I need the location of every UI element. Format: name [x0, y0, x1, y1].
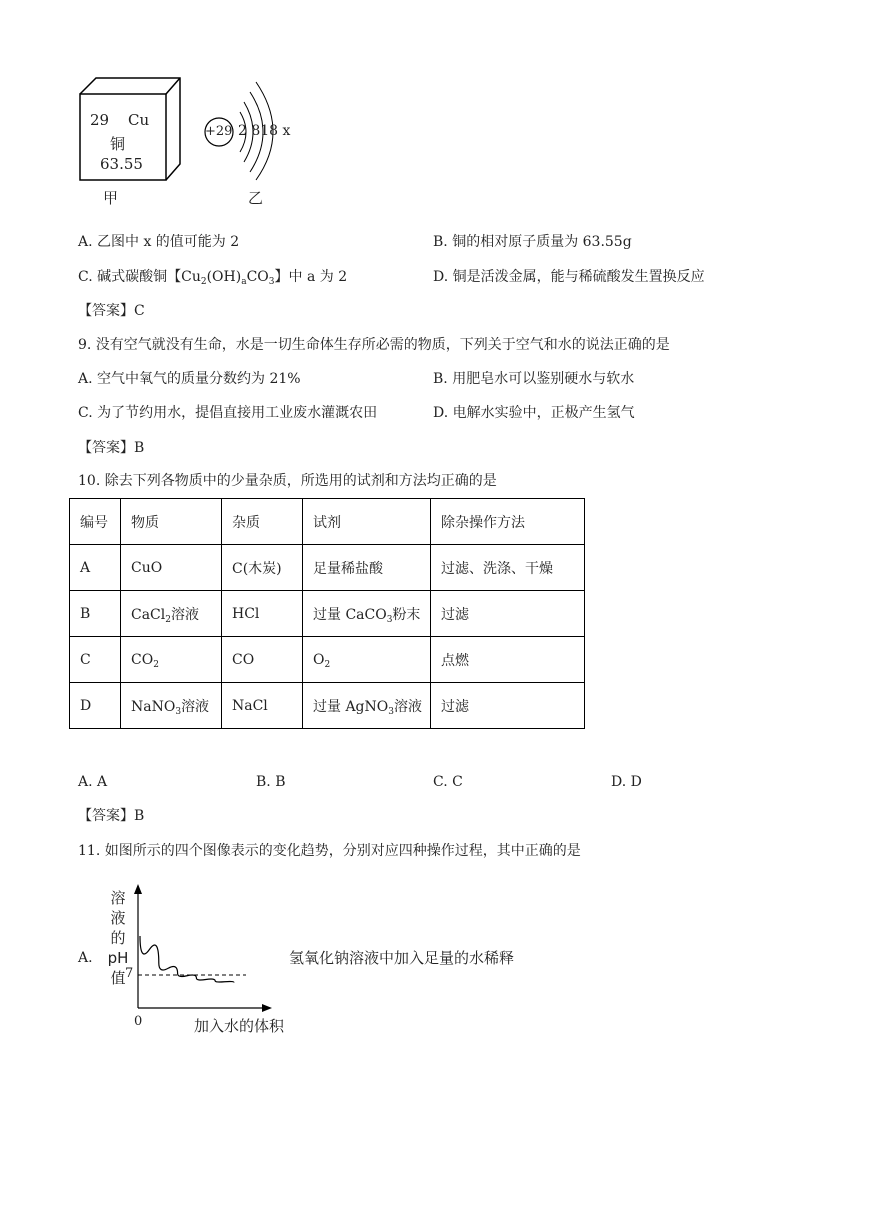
subscript: 3 [386, 614, 393, 625]
q8-option-b: B. 铜的相对原子质量为 63.55g [433, 234, 632, 250]
element-symbol: Cu [128, 111, 150, 129]
table-cell: 过滤 [431, 591, 585, 637]
q10-question: 10. 除去下列各物质中的少量杂质，所选用的试剂和方法均正确的是 [78, 473, 497, 489]
q8-answer: 【答案】C [78, 303, 145, 319]
figure-jia-caption: 甲 [103, 189, 119, 207]
q11-option-a-text: 氢氧化钠溶液中加入足量的水稀释 [289, 949, 515, 967]
cell-text: NaNO [131, 698, 176, 715]
table-cell [303, 591, 431, 637]
y-label-char: pH [107, 949, 129, 967]
y-tick-7: 7 [125, 966, 134, 981]
y-label-char: 溶 [110, 889, 126, 907]
y-label-char: 液 [110, 909, 126, 927]
table-cell: 足量稀盐酸 [303, 545, 431, 591]
q9-answer: 【答案】B [78, 440, 145, 456]
table-cell: C [70, 637, 121, 683]
q8-option-d: D. 铜是活泼金属，能与稀硫酸发生置换反应 [433, 269, 705, 285]
table-cell: CuO [121, 545, 222, 591]
q8-option-a: A. 乙图中 x 的值可能为 2 [78, 234, 240, 250]
subscript: 2 [200, 277, 207, 287]
table-cell: NaCl [222, 683, 303, 729]
x-axis-arrow [262, 1004, 272, 1012]
table-cell [121, 637, 222, 683]
subscript: a [241, 277, 247, 287]
subscript: 2 [153, 659, 159, 670]
subscript: 3 [175, 706, 182, 717]
table-cell: HCl [222, 591, 303, 637]
table-row [70, 683, 585, 729]
nucleus-charge: +29 [205, 124, 233, 139]
q8-option-c-text: (OH) [206, 269, 242, 285]
cell-text: 溶液 [170, 606, 199, 623]
q10-option-a: A. A [78, 774, 108, 790]
table-header: 物质 [121, 499, 222, 545]
q10-option-c: C. C [433, 774, 463, 790]
element-name: 铜 [110, 135, 126, 153]
table-row [70, 637, 585, 683]
cell-text: 溶液 [393, 698, 422, 715]
table-row [70, 591, 585, 637]
table-cell: 点燃 [431, 637, 585, 683]
table-header: 杂质 [222, 499, 303, 545]
q8-option-c-text: C. 碱式碳酸铜【Cu [78, 269, 201, 285]
table-header: 试剂 [303, 499, 431, 545]
subscript: 2 [165, 614, 171, 625]
cell-text: 溶液 [181, 698, 210, 715]
subscript: 3 [268, 277, 275, 287]
q8-option-c [78, 267, 347, 287]
q10-option-d: D. D [611, 774, 642, 790]
table-row [70, 545, 585, 591]
cell-text: 粉末 [392, 606, 421, 623]
table-cell: B [70, 591, 121, 637]
table-cell: 过滤、洗涤、干燥 [431, 545, 585, 591]
q9-question: 9. 没有空气就没有生命，水是一切生命体生存所必需的物质，下列关于空气和水的说法正确的是 [78, 337, 670, 353]
q11-option-a-label: A. [78, 950, 93, 966]
electron-shells: 2 818 x [238, 123, 291, 139]
y-axis-arrow [134, 884, 142, 894]
x-axis-label: 加入水的体积 [194, 1017, 285, 1035]
ph-graph [100, 880, 300, 1040]
table-cell: A [70, 545, 121, 591]
element-cube-figure [78, 76, 182, 182]
impurity-table [69, 498, 585, 729]
y-label-char: 的 [110, 929, 126, 947]
cell-text: CaCl [131, 606, 166, 623]
atomic-structure-figure [200, 76, 310, 182]
y-label-char: 值 [110, 969, 126, 987]
cell-text: 过量 CaCO [313, 606, 387, 623]
table-header-row [70, 499, 585, 545]
q9-option-b: B. 用肥皂水可以鉴别硬水与软水 [433, 371, 635, 387]
cell-text: 过量 AgNO [313, 698, 389, 715]
subscript: 3 [388, 706, 394, 717]
ph-curve [140, 936, 234, 983]
q9-option-a: A. 空气中氧气的质量分数约为 21% [78, 371, 301, 387]
table-cell [121, 683, 222, 729]
table-cell: C(木炭) [222, 545, 303, 591]
q9-option-d: D. 电解水实验中，正极产生氢气 [433, 405, 635, 421]
atomic-number: 29 [90, 111, 110, 129]
origin-label: 0 [134, 1014, 143, 1029]
cell-text: CO [131, 651, 154, 668]
figure-yi-caption: 乙 [248, 189, 264, 207]
table-cell [121, 591, 222, 637]
subscript: 2 [324, 659, 331, 670]
table-cell [303, 637, 431, 683]
table-cell: 过滤 [431, 683, 585, 729]
table-header: 除杂操作方法 [431, 499, 585, 545]
table-cell [303, 683, 431, 729]
atomic-mass: 63.55 [100, 155, 143, 173]
q10-option-b: B. B [256, 774, 286, 790]
q11-question: 11. 如图所示的四个图像表示的变化趋势，分别对应四种操作过程，其中正确的是 [78, 843, 581, 859]
q10-answer: 【答案】B [78, 808, 145, 824]
table-cell: CO [222, 637, 303, 683]
q8-option-c-text: 】中 a 为 2 [274, 269, 348, 285]
q8-option-c-text: CO [246, 269, 269, 285]
table-header: 编号 [70, 499, 121, 545]
table-cell: D [70, 683, 121, 729]
q9-option-c: C. 为了节约用水，提倡直接用工业废水灌溉农田 [78, 405, 378, 421]
cell-text: O [313, 651, 325, 668]
